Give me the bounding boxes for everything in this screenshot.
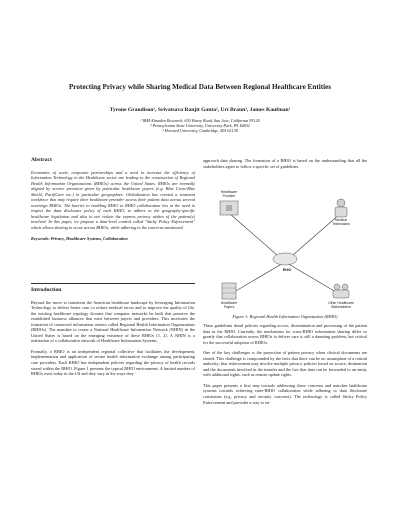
rhio-figure (203, 177, 367, 312)
intro-section (31, 288, 195, 382)
keywords (31, 236, 195, 242)
affiliation-1: ¹ IBM Almaden Research, 650 Harry Road, San Jose, California 95120 (140, 118, 260, 123)
affiliation-2: ² Pennsylvania State University, University Park, PA 16802 (150, 123, 250, 129)
abstract-rule (31, 283, 195, 284)
label-payers (209, 301, 249, 309)
label-provider-text: Healthcare Provider (220, 190, 238, 198)
payer-building-icon (222, 283, 236, 299)
intro-paragraph-1: Beyond the move to transform the American healthcare landscape by leveraging Information Technology to deliver better care, to reduce medical errors and to improve the quality of life, the existing healthcare topology dictates that computer networks be built that preserve the established business alliances that exist between payers and providers. This motivates the formation of connected information centers called Regional Health Information Organizations (RHIOs). The mandate to create a National Healthcare Information Network (NHIN) in the United States is based on the emerging existence of these RHIOs [1, 2]. A NHIN is a realization of a collaborative network of Healthcare Information Systems. (31, 299, 195, 344)
right-paragraph-0: approach data sharing. The formation of a RHIO is based on the understanding that all the stakeholders agree to follow a specific set of guidelines. (203, 158, 367, 169)
author-list: Tyrone Grandison¹, Srivatsava Ranjit Ganta², Uri Braun³, James Kaufman¹ (109, 107, 291, 113)
rhio-cloud-icon (273, 253, 297, 265)
right-column-bottom (203, 323, 367, 410)
keywords-label: Keywords: (31, 235, 50, 241)
abstract-heading: Abstract (31, 157, 52, 163)
intro-heading: Introduction (31, 287, 62, 293)
paper-title: Protecting Privacy while Sharing Medical Data Between Regional Healthcare Entities (68, 83, 332, 91)
label-center (267, 268, 307, 272)
label-stakeholders-text: Other Healthcare Stakeholders (328, 301, 354, 309)
label-payers-text: Healthcare Payers (220, 301, 238, 309)
affiliation-3: ³ Harvard University, Cambridge, MA 02138 (162, 128, 238, 134)
right-paragraph-1: These guidelines detail policies regarding access, dissemination and processing of the patient data in the RHIO. Currently, the mechanism for cross-RHIO information sharing differ so greatly that collaboration across RHIOs to deliver care is still a daunting problem, but critical for the successful adoption of RHIOs. (203, 323, 367, 345)
hospital-icon (220, 201, 238, 215)
label-center-text: RHIO (282, 268, 292, 272)
technician-icon (335, 199, 347, 217)
affiliations (40, 118, 360, 134)
intro-paragraph-2: Formally, a RHIO is an independent regional collective that facilitates the development, implementation and application of secure health information exchange among participating care providers. Each RHIO has independent policies regarding the privacy of health records stored within the RHIO. Figure 1 presents the typical RHIO environment. A limited number of RHIOs exist today in the US and they vary in the ways they (31, 348, 195, 377)
spoke-stakeholders (282, 262, 341, 295)
label-technicians-text: Medical Technicians (332, 218, 350, 226)
stakeholders-icon (333, 284, 349, 298)
label-stakeholders (321, 301, 361, 309)
right-paragraph-3: This paper presents a first step towards addressing these concerns and marches healthcare systems towards achieving inter-RHIO collaboration while adhering to data disclosure constraints (e.g. privacy and security concerns). The technology is called Sticky Policy Enforcement and provides a way to en- (203, 382, 367, 405)
spoke-payers (229, 262, 285, 295)
right-column-top (203, 158, 367, 174)
abstract-text: Economies of scale, corporate partnerships and a need to increase the efficiency of Information Technology in the Healthcare sector are leading to the construction of Regional Health Information Organizations (RHIOs) across the United States. RHIOs are normally aligned by service provision given by particular healthcare payers (e.g. Blue Cross-Blue Shield, PacifiCare etc.) in particular geographies. Globalization has created a transient workforce that may require their healthcare provider access their patient data across several sovereign RHIOs. The barrier to enabling RHIO to RHIO collaboration lies in the need to respect the data disclosure policy of each RHIO, to adhere to the geography-specific healthcare legislation and also to not violate the express privacy wishes of the patient(s) involved. In this paper, we propose a data-level control called "Sticky Policy Enforcement" which allows sharing to occur across RHIOs, while adhering to the concerns mentioned. (31, 169, 195, 231)
left-column (31, 158, 195, 241)
keywords-text: Privacy, Healthcare Systems, Collaboration (50, 235, 128, 241)
label-provider (209, 190, 249, 198)
right-paragraph-2: One of the key challenges is the protection of patient privacy when clinical documents are shared. This challenge is compounded by the facts that there can be no assumption of a central authority; that enforcement may involve multiple privacy policies based on source, destination and the documents involved in the transfer and the fact that data can be forwarded to an entity with additional rights, such as remote update rights. (203, 350, 367, 378)
figure-caption: Figure 1: Regional Health Information Organization (RHIO) (232, 314, 338, 319)
label-technicians (321, 218, 361, 226)
